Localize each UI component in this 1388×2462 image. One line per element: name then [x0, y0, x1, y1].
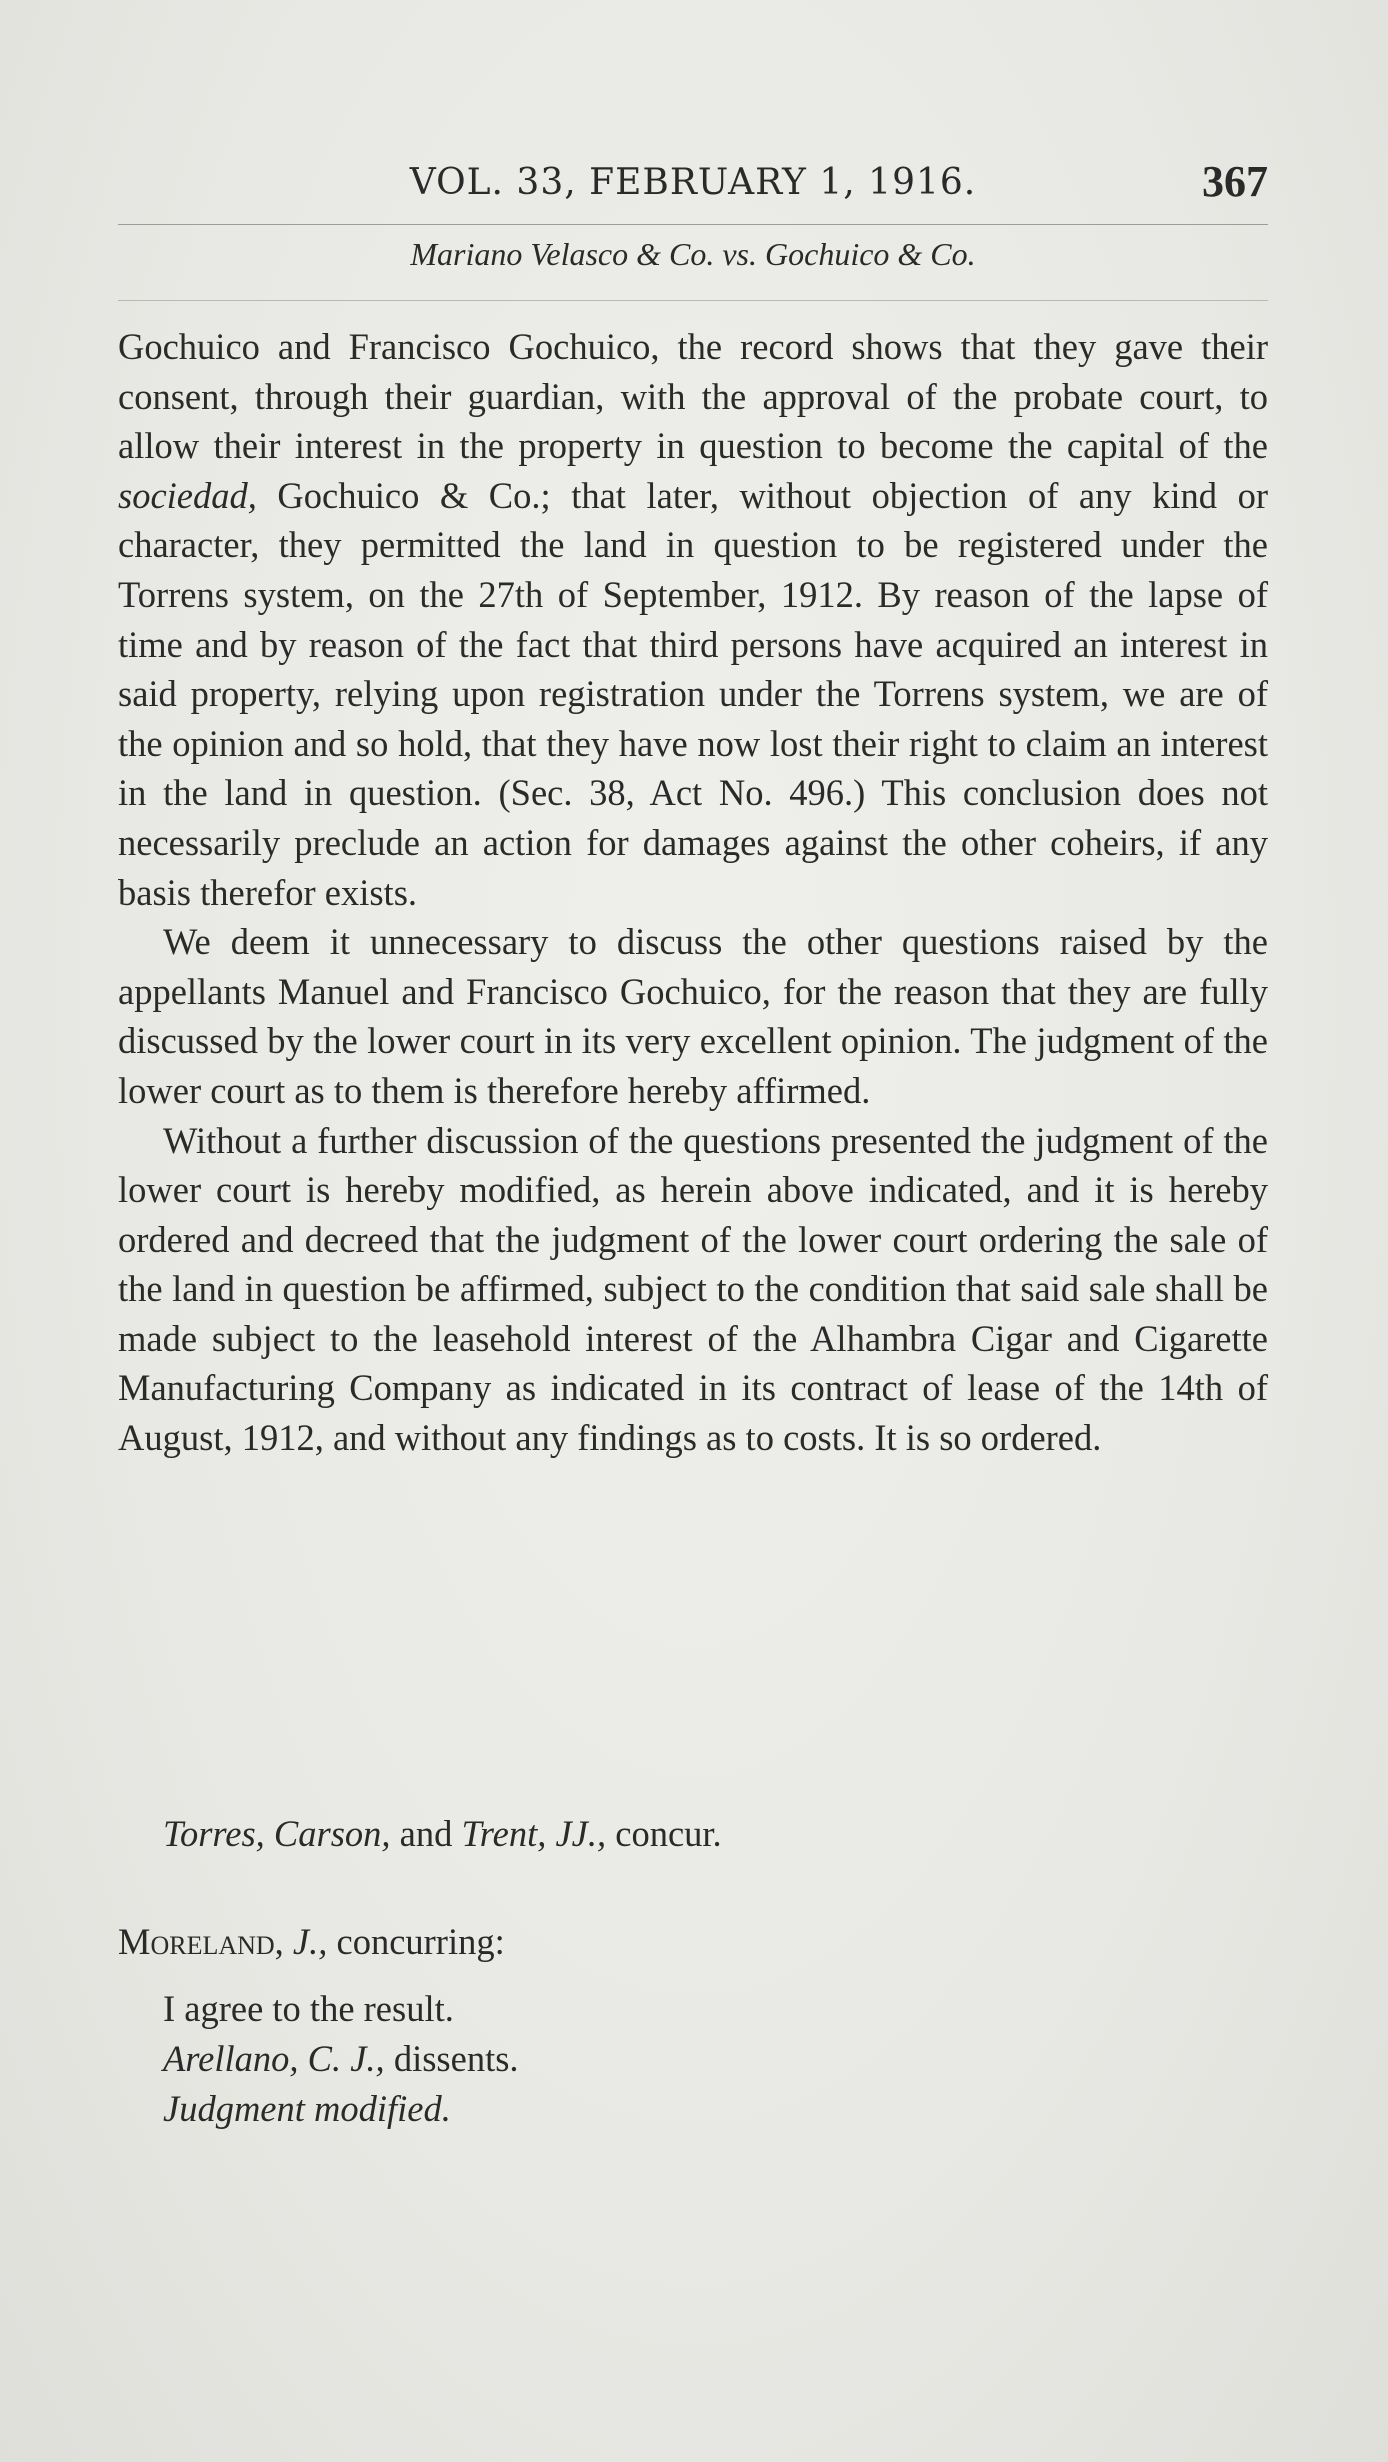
concur-text: concur.	[606, 1813, 722, 1854]
opinion-body	[118, 322, 1268, 1463]
dissent-line	[163, 2034, 519, 2084]
paragraph-1-text-c: Gochuico & Co.; that later, without objection of any kind or character, they permitted the land in question to be registered under the Torrens system, on the 27th of September, 1912. By reason of the lapse of time and by reason of the fact that third persons have acquired an interest in said property, relying upon registration under the Torrens system, we are of the opinion and so hold, that they have now lost their right to claim an interest in the land in question. (Sec. 38, Act No. 496.) This conclusion does not necessarily preclude an action for damages against the other coheirs, if any basis therefor exists.	[118, 474, 1268, 913]
concurring-judge-name: Moreland	[118, 1921, 275, 1962]
concurring-opinion-body	[163, 1984, 519, 2134]
agree-line: I agree to the result.	[163, 1988, 454, 2029]
page-header	[118, 148, 1268, 218]
concurring-judges: Torres, Carson,	[163, 1813, 391, 1854]
paragraph-1-text-a: Gochuico and Francisco Gochuico, the record shows that they gave their consent, through their guardian, with the approval of the probate court, to allow their interest in the property in question to become the capital of the	[118, 326, 1268, 467]
header-rule-bottom	[118, 300, 1268, 301]
judgment-line	[163, 2084, 519, 2134]
header-rule-top	[118, 224, 1268, 225]
concurrence-line	[163, 1812, 722, 1855]
paragraph-1	[118, 322, 1268, 917]
page-number: 367	[1202, 157, 1268, 206]
case-title: Mariano Velasco & Co. vs. Gochuico & Co.	[410, 236, 976, 272]
judgment-modified: Judgment modified.	[163, 2088, 451, 2129]
concurring-judge-trent: Trent, JJ.,	[461, 1813, 607, 1854]
sociedad-italic: sociedad,	[118, 474, 257, 516]
dissenting-judge: Arellano, C. J.,	[163, 2038, 385, 2079]
running-head: VOL. 33, FEBRUARY 1, 1916.	[409, 162, 977, 203]
concur-and: and	[390, 1813, 462, 1854]
concurring-label: concurring:	[336, 1921, 505, 1962]
concurring-judge-title: J.,	[292, 1921, 328, 1962]
dissent-text: dissents.	[384, 2038, 519, 2079]
paragraph-3: Without a further discussion of the questions presented the judgment of the lower court is hereby modified, as herein above indicated, and it is hereby ordered and decreed that the judgment of the lower court ordering the sale of the land in question be affirmed, subject to the condition that said sale shall be made subject to the leasehold interest of the Alhambra Cigar and Cigarette Manufacturing Company as indicated in its contract of lease of the 14th of August, 1912, and without any findings as to costs. It is so ordered.	[118, 1119, 1268, 1459]
paragraph-2: We deem it unnecessary to discuss the other questions raised by the appellants Manuel and Francisco Gochuico, for the reason that they are fully discussed by the lower court in its very excellent opinion. The judgment of the lower court as to them is therefore hereby affirmed.	[118, 921, 1268, 1111]
concurring-opinion-heading: Moreland, J., concurring:	[118, 1921, 505, 1962]
